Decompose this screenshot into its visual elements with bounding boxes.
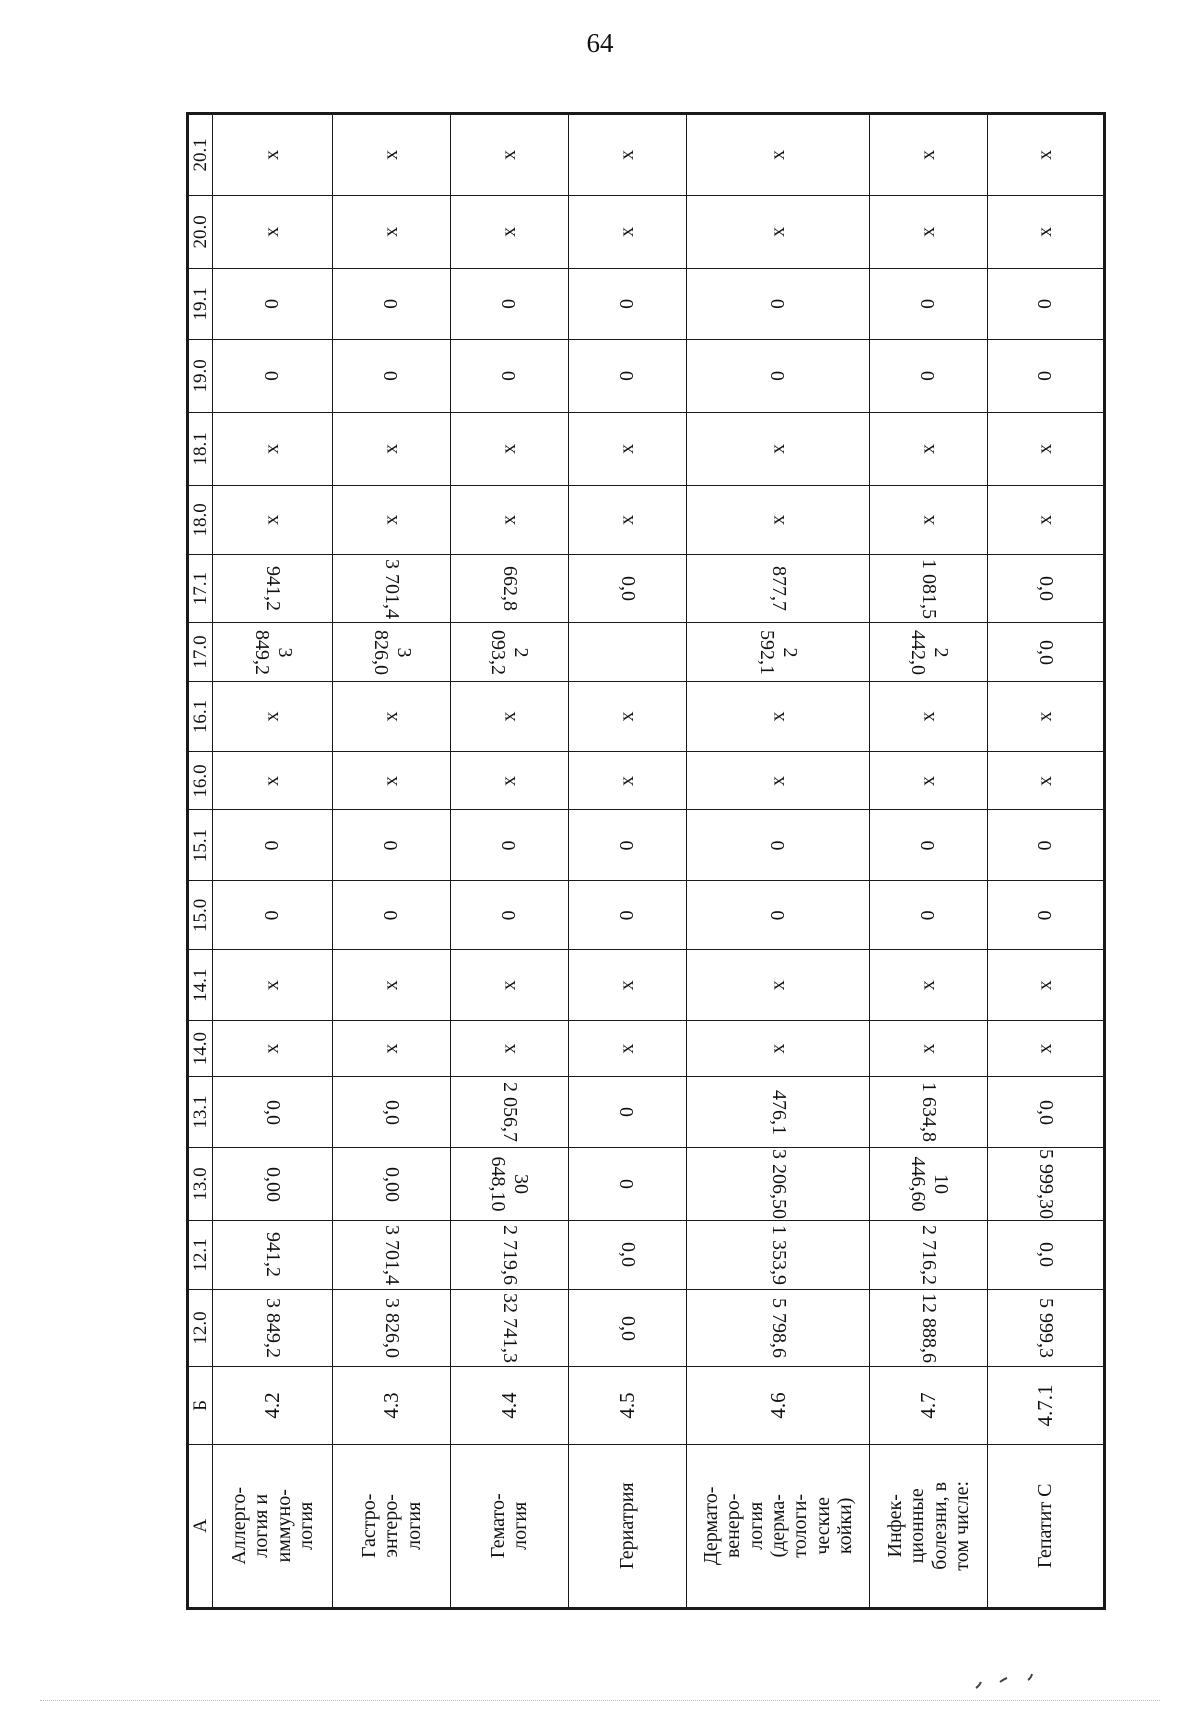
table-cell: x [333, 752, 451, 810]
table-cell: x [988, 485, 1104, 554]
pen-marks [970, 1660, 1050, 1696]
table-cell: x [451, 485, 569, 554]
header-column: 16.1 [189, 681, 213, 752]
table-cell: x [333, 485, 451, 554]
table-cell: 476,1 [686, 1077, 869, 1148]
table-cell: x [451, 1021, 569, 1077]
table-cell: 0 [988, 268, 1104, 339]
table-cell: x [333, 115, 451, 196]
table-cell: 0 [213, 268, 333, 339]
table-cell: 0 [451, 339, 569, 412]
row-category: Гастро- энтеро- логия [333, 1444, 451, 1607]
table-row [568, 115, 686, 1608]
table-cell: x [213, 412, 333, 485]
table-cell: 0 [333, 881, 451, 950]
header-column: 19.0 [189, 339, 213, 412]
row-code: 4.6 [686, 1367, 869, 1444]
header-column: 14.1 [189, 950, 213, 1021]
table-cell: x [568, 195, 686, 268]
row-code: 4.7 [870, 1367, 988, 1444]
row-category: Аллерго- логия и иммуно- логия [213, 1444, 333, 1607]
table-cell: x [870, 950, 988, 1021]
row-category: Дермато- венеро- логия (дерма- тологи- ческие койки) [686, 1444, 869, 1607]
table-row [870, 115, 988, 1608]
table-cell: x [568, 485, 686, 554]
table-cell: 1 081,5 [870, 554, 988, 623]
table-cell: 0 [333, 268, 451, 339]
table-cell: x [213, 1021, 333, 1077]
table-cell: 10 446,60 [870, 1147, 988, 1220]
table-cell: 0,00 [333, 1147, 451, 1220]
table-cell: 3 849,2 [213, 623, 333, 681]
table-cell: 0 [568, 881, 686, 950]
header-code: Б [189, 1367, 213, 1444]
table-cell: 0 [568, 339, 686, 412]
table-cell: x [870, 681, 988, 752]
table-cell: 2 442,0 [870, 623, 988, 681]
table-cell: 0 [988, 810, 1104, 881]
row-code: 4.4 [451, 1367, 569, 1444]
table-cell: 0,0 [568, 1221, 686, 1290]
header-column: 13.1 [189, 1077, 213, 1148]
table-cell: x [988, 1021, 1104, 1077]
scan-edge [40, 1700, 1160, 1701]
header-column: 12.1 [189, 1221, 213, 1290]
table-cell: 0 [686, 339, 869, 412]
header-column: 15.0 [189, 881, 213, 950]
table-cell: x [451, 752, 569, 810]
table-cell: 0 [568, 1077, 686, 1148]
table-cell: x [686, 485, 869, 554]
table-cell: 0,0 [568, 554, 686, 623]
table-cell: x [686, 115, 869, 196]
table-cell: x [686, 681, 869, 752]
table-cell: 32 741,3 [451, 1289, 569, 1366]
table-cell: x [333, 681, 451, 752]
table-cell: 0,0 [988, 1077, 1104, 1148]
header-category: А [189, 1444, 213, 1607]
table-cell: x [686, 752, 869, 810]
table-cell: x [213, 681, 333, 752]
row-code: 4.5 [568, 1367, 686, 1444]
table-cell: x [568, 681, 686, 752]
table-cell: 5 999,3 [988, 1289, 1104, 1366]
table-cell: 877,7 [686, 554, 869, 623]
table-cell: 0,00 [213, 1147, 333, 1220]
header-column: 20.0 [189, 195, 213, 268]
table-cell: x [451, 681, 569, 752]
table-cell: 5 798,6 [686, 1289, 869, 1366]
table-cell: 0,0 [988, 554, 1104, 623]
header-column: 16.0 [189, 752, 213, 810]
table-cell: x [213, 485, 333, 554]
table-cell: x [870, 485, 988, 554]
table-cell: x [568, 412, 686, 485]
table-cell: x [988, 412, 1104, 485]
header-column: 12.0 [189, 1289, 213, 1366]
table-cell: 5 999,30 [988, 1147, 1104, 1220]
table-cell: x [568, 1021, 686, 1077]
header-column: 19.1 [189, 268, 213, 339]
table-cell: x [333, 195, 451, 268]
table-cell: x [686, 1021, 869, 1077]
data-table [188, 114, 1104, 1608]
table-cell: 0 [568, 268, 686, 339]
table-cell: 0,0 [988, 1221, 1104, 1290]
header-row [189, 115, 213, 1608]
table-cell: 2 056,7 [451, 1077, 569, 1148]
table-cell: 0 [451, 810, 569, 881]
table-cell: x [333, 1021, 451, 1077]
table-cell: 941,2 [213, 1221, 333, 1290]
row-category: Инфек- ционные болезни, в том числе: [870, 1444, 988, 1607]
table-cell: 3 206,50 [686, 1147, 869, 1220]
table-cell: 0 [686, 810, 869, 881]
table-cell: 0,0 [213, 1077, 333, 1148]
table-cell: x [451, 950, 569, 1021]
table-frame [186, 112, 1106, 1610]
table-cell: x [451, 115, 569, 196]
table-cell: x [686, 950, 869, 1021]
table-cell: 0 [870, 339, 988, 412]
table-cell: 0 [451, 268, 569, 339]
table-cell: 0 [333, 339, 451, 412]
table-cell: x [568, 115, 686, 196]
table-cell: 0 [870, 268, 988, 339]
page-number: 64 [586, 28, 614, 58]
table-cell: x [213, 115, 333, 196]
header-column: 17.1 [189, 554, 213, 623]
table-cell: 0 [686, 268, 869, 339]
table-cell: 0 [686, 881, 869, 950]
table-cell: 1 353,9 [686, 1221, 869, 1290]
table-cell: 3 826,0 [333, 1289, 451, 1366]
table-cell: 0,0 [568, 1289, 686, 1366]
table-cell: 3 701,4 [333, 1221, 451, 1290]
table-cell: x [568, 752, 686, 810]
table-cell: x [333, 950, 451, 1021]
header-column: 20.1 [189, 115, 213, 196]
table-cell: x [988, 195, 1104, 268]
table-cell: x [686, 195, 869, 268]
table-cell: x [333, 412, 451, 485]
table-cell: 2 719,6 [451, 1221, 569, 1290]
table-cell: x [870, 1021, 988, 1077]
table-cell [568, 623, 686, 681]
header-column: 17.0 [189, 623, 213, 681]
table-cell: 30 648,10 [451, 1147, 569, 1220]
header-column: 13.0 [189, 1147, 213, 1220]
table-cell: x [568, 950, 686, 1021]
table-cell: 2 093,2 [451, 623, 569, 681]
header-column: 14.0 [189, 1021, 213, 1077]
table-cell: x [870, 752, 988, 810]
header-column: 15.1 [189, 810, 213, 881]
table-cell: 0 [213, 339, 333, 412]
table-cell: 941,2 [213, 554, 333, 623]
header-column: 18.1 [189, 412, 213, 485]
table-cell: x [213, 752, 333, 810]
table-cell: x [451, 412, 569, 485]
row-category: Гемато- логия [451, 1444, 569, 1607]
table-cell: 1 634,8 [870, 1077, 988, 1148]
row-code: 4.7.1 [988, 1367, 1104, 1444]
table-row [333, 115, 451, 1608]
table-cell: 0 [988, 881, 1104, 950]
table-cell: 0,0 [988, 623, 1104, 681]
table-cell: x [686, 412, 869, 485]
table-cell: x [213, 195, 333, 268]
table-cell: 0 [568, 1147, 686, 1220]
row-category: Гериатрия [568, 1444, 686, 1607]
table-cell: 12 888,6 [870, 1289, 988, 1366]
table-cell: 3 826,0 [333, 623, 451, 681]
table-cell: x [988, 752, 1104, 810]
table-row [686, 115, 869, 1608]
table-cell: 662,8 [451, 554, 569, 623]
table-cell: 0 [333, 810, 451, 881]
table-cell: 0,0 [333, 1077, 451, 1148]
table-cell: x [870, 115, 988, 196]
table-row [988, 115, 1104, 1608]
table-cell: 0 [568, 810, 686, 881]
table-row [451, 115, 569, 1608]
table-cell: 0 [988, 339, 1104, 412]
table-cell: 2 592,1 [686, 623, 869, 681]
row-code: 4.3 [333, 1367, 451, 1444]
table-cell: x [988, 115, 1104, 196]
table-row [213, 115, 333, 1608]
table-cell: x [988, 950, 1104, 1021]
row-category: Гепатит С [988, 1444, 1104, 1607]
table-cell: 3 701,4 [333, 554, 451, 623]
table-cell: 0 [451, 881, 569, 950]
table-cell: x [213, 950, 333, 1021]
table-cell: 0 [870, 810, 988, 881]
table-cell: 2 716,2 [870, 1221, 988, 1290]
table-cell: 0 [213, 881, 333, 950]
table-cell: 0 [213, 810, 333, 881]
header-column: 18.0 [189, 485, 213, 554]
row-code: 4.2 [213, 1367, 333, 1444]
table-cell: 3 849,2 [213, 1289, 333, 1366]
table-cell: x [451, 195, 569, 268]
table-cell: x [870, 412, 988, 485]
table-cell: 0 [870, 881, 988, 950]
table-cell: x [870, 195, 988, 268]
table-cell: x [988, 681, 1104, 752]
